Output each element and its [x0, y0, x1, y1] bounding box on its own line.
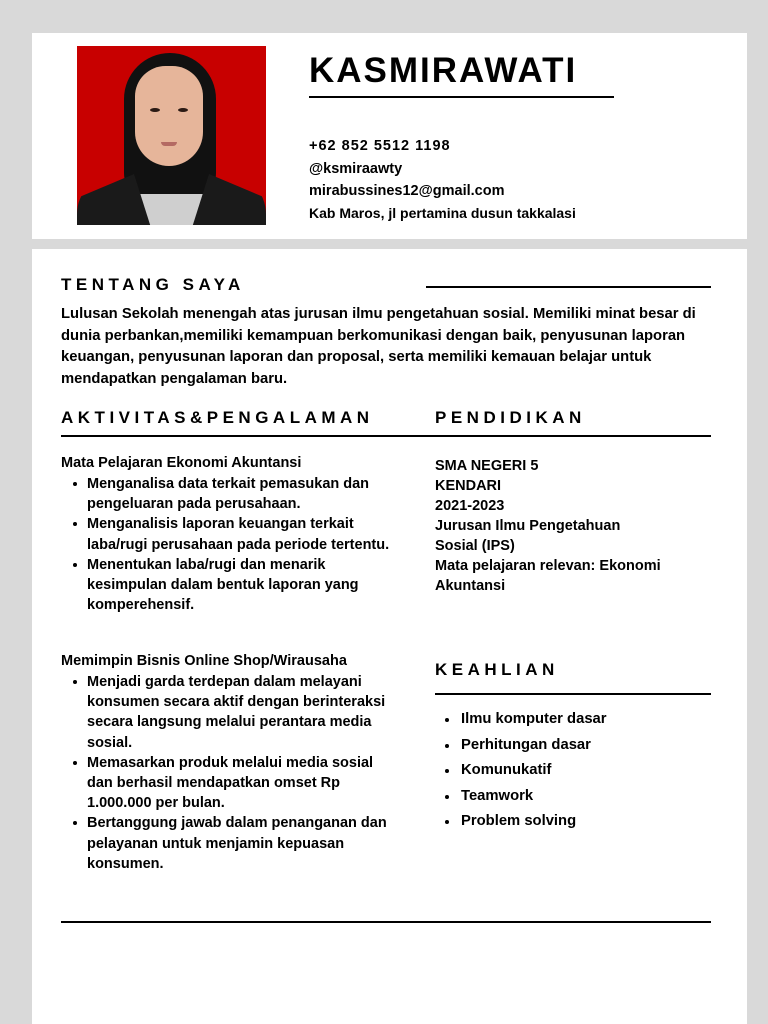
section-divider — [61, 435, 711, 437]
experience-list — [61, 474, 391, 615]
list-item: Bertanggung jawab dalam penanganan dan pelayanan untuk menjamin kepuasan konsumen. — [61, 813, 391, 874]
instagram-handle: @ksmiraawty — [309, 161, 403, 177]
list-item: Menjadi garda terdepan dalam melayani konsumen secara aktif dengan berinteraksi secara langsung melalui perantara media sosial. — [61, 672, 391, 753]
skills-divider — [435, 693, 711, 695]
school-name: SMA NEGERI 5 — [435, 458, 539, 474]
school-years: 2021-2023 — [435, 498, 505, 514]
profile-photo — [77, 46, 266, 225]
footer-divider — [61, 921, 711, 923]
about-title: TENTANG SAYA — [61, 275, 245, 294]
relevant-subjects: Mata pelajaran relevan: Ekonomi Akuntansi — [435, 558, 661, 594]
experience-heading: Mata Pelajaran Ekonomi Akuntansi — [61, 455, 302, 471]
school-major: Jurusan Ilmu Pengetahuan Sosial (IPS) — [435, 518, 621, 554]
school-city: KENDARI — [435, 478, 502, 494]
education-block — [435, 456, 705, 596]
experience-heading: Memimpin Bisnis Online Shop/Wirausaha — [61, 653, 347, 669]
experience-list — [61, 672, 391, 874]
skills-title: KEAHLIAN — [435, 660, 559, 679]
skill-item: Problem solving — [435, 809, 607, 835]
skill-item: Ilmu komputer dasar — [435, 707, 607, 733]
skill-item: Teamwork — [435, 784, 607, 810]
body-card — [32, 249, 747, 1024]
list-item: Menganalisis laporan keuangan terkait laba/rugi perusahaan pada periode tertentu. — [61, 514, 391, 554]
education-title: PENDIDIKAN — [435, 408, 586, 427]
list-item: Memasarkan produk melalui media sosial dan berhasil mendapatkan omset Rp 1.000.000 per bulan. — [61, 753, 391, 814]
skill-item: Komunukatif — [435, 758, 607, 784]
experience-title: AKTIVITAS&PENGALAMAN — [61, 408, 374, 427]
header-card — [32, 33, 747, 239]
phone-number: +62 852 5512 1198 — [309, 138, 451, 154]
skills-list — [435, 707, 607, 835]
skill-item: Perhitungan dasar — [435, 733, 607, 759]
list-item: Menentukan laba/rugi dan menarik kesimpulan dalam bentuk laporan yang komperehensif. — [61, 555, 391, 616]
about-text: Lulusan Sekolah menengah atas jurusan ilmu pengetahuan sosial. Memiliki minat besar di dunia perbankan,memiliki kemampuan berkomunikasi dengan baik, penyusunan laporan keuangan, penyusunan laporan dan proposal, serta memiliki kemauan belajar untuk mendapatkan pengalaman baru. — [61, 306, 696, 387]
about-divider — [426, 286, 711, 288]
person-name: KASMIRAWATI — [309, 51, 578, 90]
home-address: Kab Maros, jl pertamina dusun takkalasi — [309, 205, 576, 221]
name-divider — [309, 96, 614, 98]
email-address: mirabussines12@gmail.com — [309, 183, 505, 199]
list-item: Menganalisa data terkait pemasukan dan pengeluaran pada perusahaan. — [61, 474, 391, 514]
